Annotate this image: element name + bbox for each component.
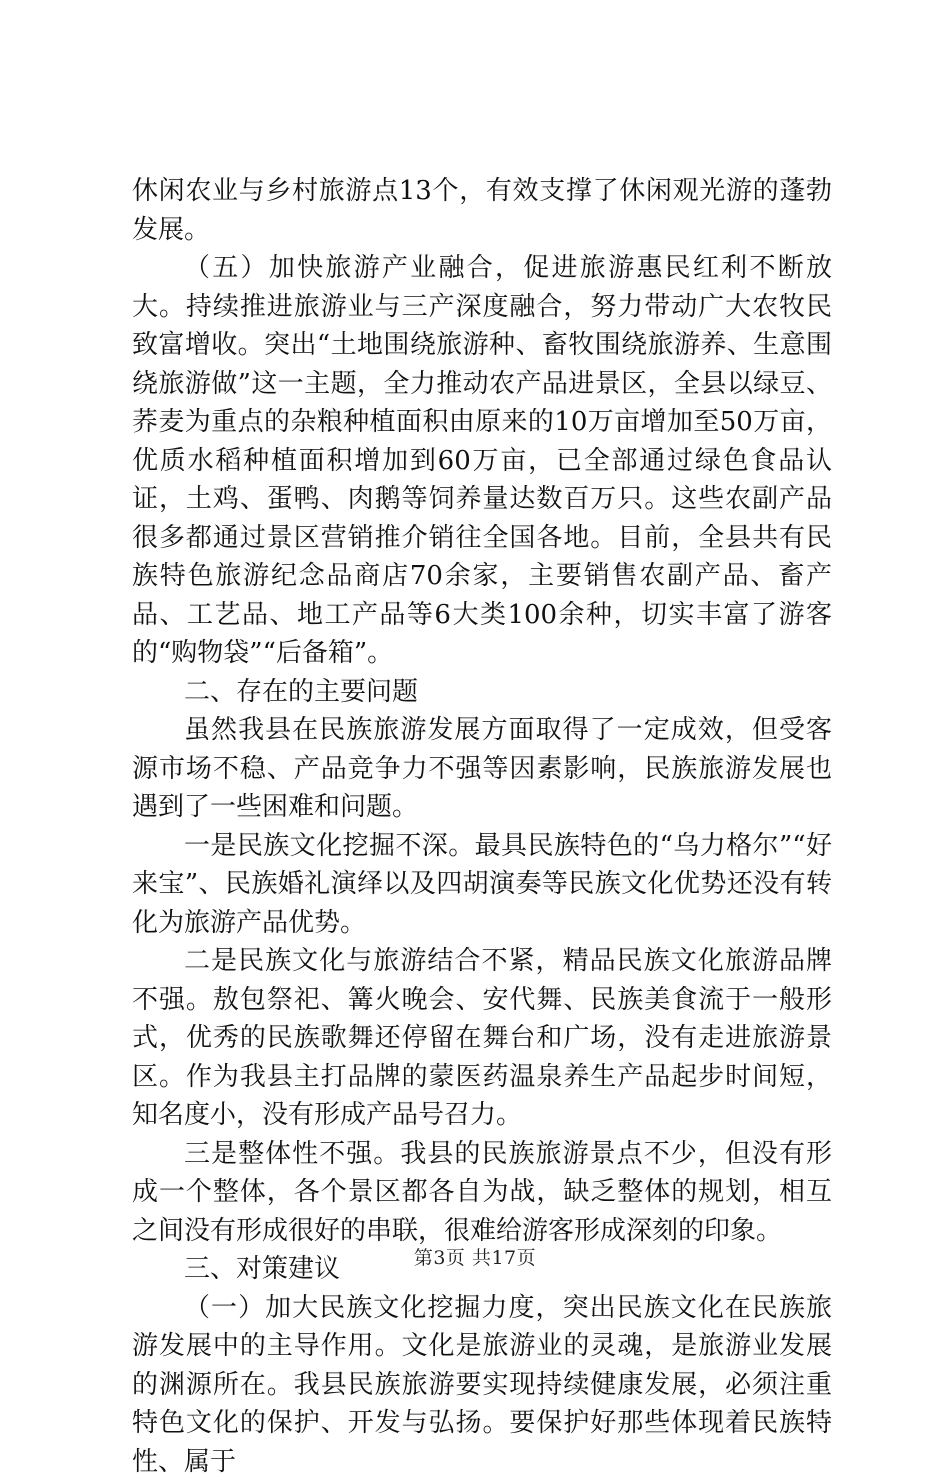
- paragraph-continued: 休闲农业与乡村旅游点13个，有效支撑了休闲观光游的蓬勃发展。: [132, 172, 832, 249]
- document-body: [132, 172, 832, 1481]
- paragraph-suggestion-one: （一）加大民族文化挖掘力度，突出民族文化在民族旅游发展中的主导作用。文化是旅游业的灵魂，是旅游业发展的渊源所在。我县民族旅游要实现持续健康发展，必须注重特色文化的保护、开发与弘扬。要保护好那些体现着民族特性、属于: [132, 1289, 832, 1481]
- paragraph-problems-intro: 虽然我县在民族旅游发展方面取得了一定成效，但受客源市场不稳、产品竞争力不强等因素影响，民族旅游发展也遇到了一些困难和问题。: [132, 711, 832, 827]
- paragraph-problem-one: 一是民族文化挖掘不深。最具民族特色的“乌力格尔”“好来宝”、民族婚礼演绎以及四胡演奏等民族文化优势还没有转化为旅游产品优势。: [132, 827, 832, 943]
- paragraph-tourism-integration: （五）加快旅游产业融合，促进旅游惠民红利不断放大。持续推进旅游业与三产深度融合，努力带动广大农牧民致富增收。突出“土地围绕旅游种、畜牧围绕旅游养、生意围绕旅游做”这一主题，全力推动农产品进景区，全县以绿豆、荞麦为重点的杂粮种植面积由原来的10万亩增加至50万亩，优质水稻种植面积增加到60万亩，已全部通过绿色食品认证，土鸡、蛋鸭、肉鹅等饲养量达数百万只。这些农副产品很多都通过景区营销推介销往全国各地。目前，全县共有民族特色旅游纪念品商店70余家，主要销售农副产品、畜产品、工艺品、地工产品等6大类100余种，切实丰富了游客的“购物袋”“后备箱”。: [132, 249, 832, 673]
- section-heading-problems: 二、存在的主要问题: [132, 673, 832, 712]
- section-heading-suggestions: 三、对策建议: [132, 1250, 832, 1289]
- paragraph-problem-two: 二是民族文化与旅游结合不紧，精品民族文化旅游品牌不强。敖包祭祀、篝火晚会、安代舞、民族美食流于一般形式，优秀的民族歌舞还停留在舞台和广场，没有走进旅游景区。作为我县主打品牌的蒙医药温泉养生产品起步时间短，知名度小，没有形成产品号召力。: [132, 942, 832, 1135]
- page-footer: 第3页 共17页: [0, 1243, 950, 1270]
- paragraph-problem-three: 三是整体性不强。我县的民族旅游景点不少，但没有形成一个整体，各个景区都各自为战，缺乏整体的规划，相互之间没有形成很好的串联，很难给游客形成深刻的印象。: [132, 1135, 832, 1251]
